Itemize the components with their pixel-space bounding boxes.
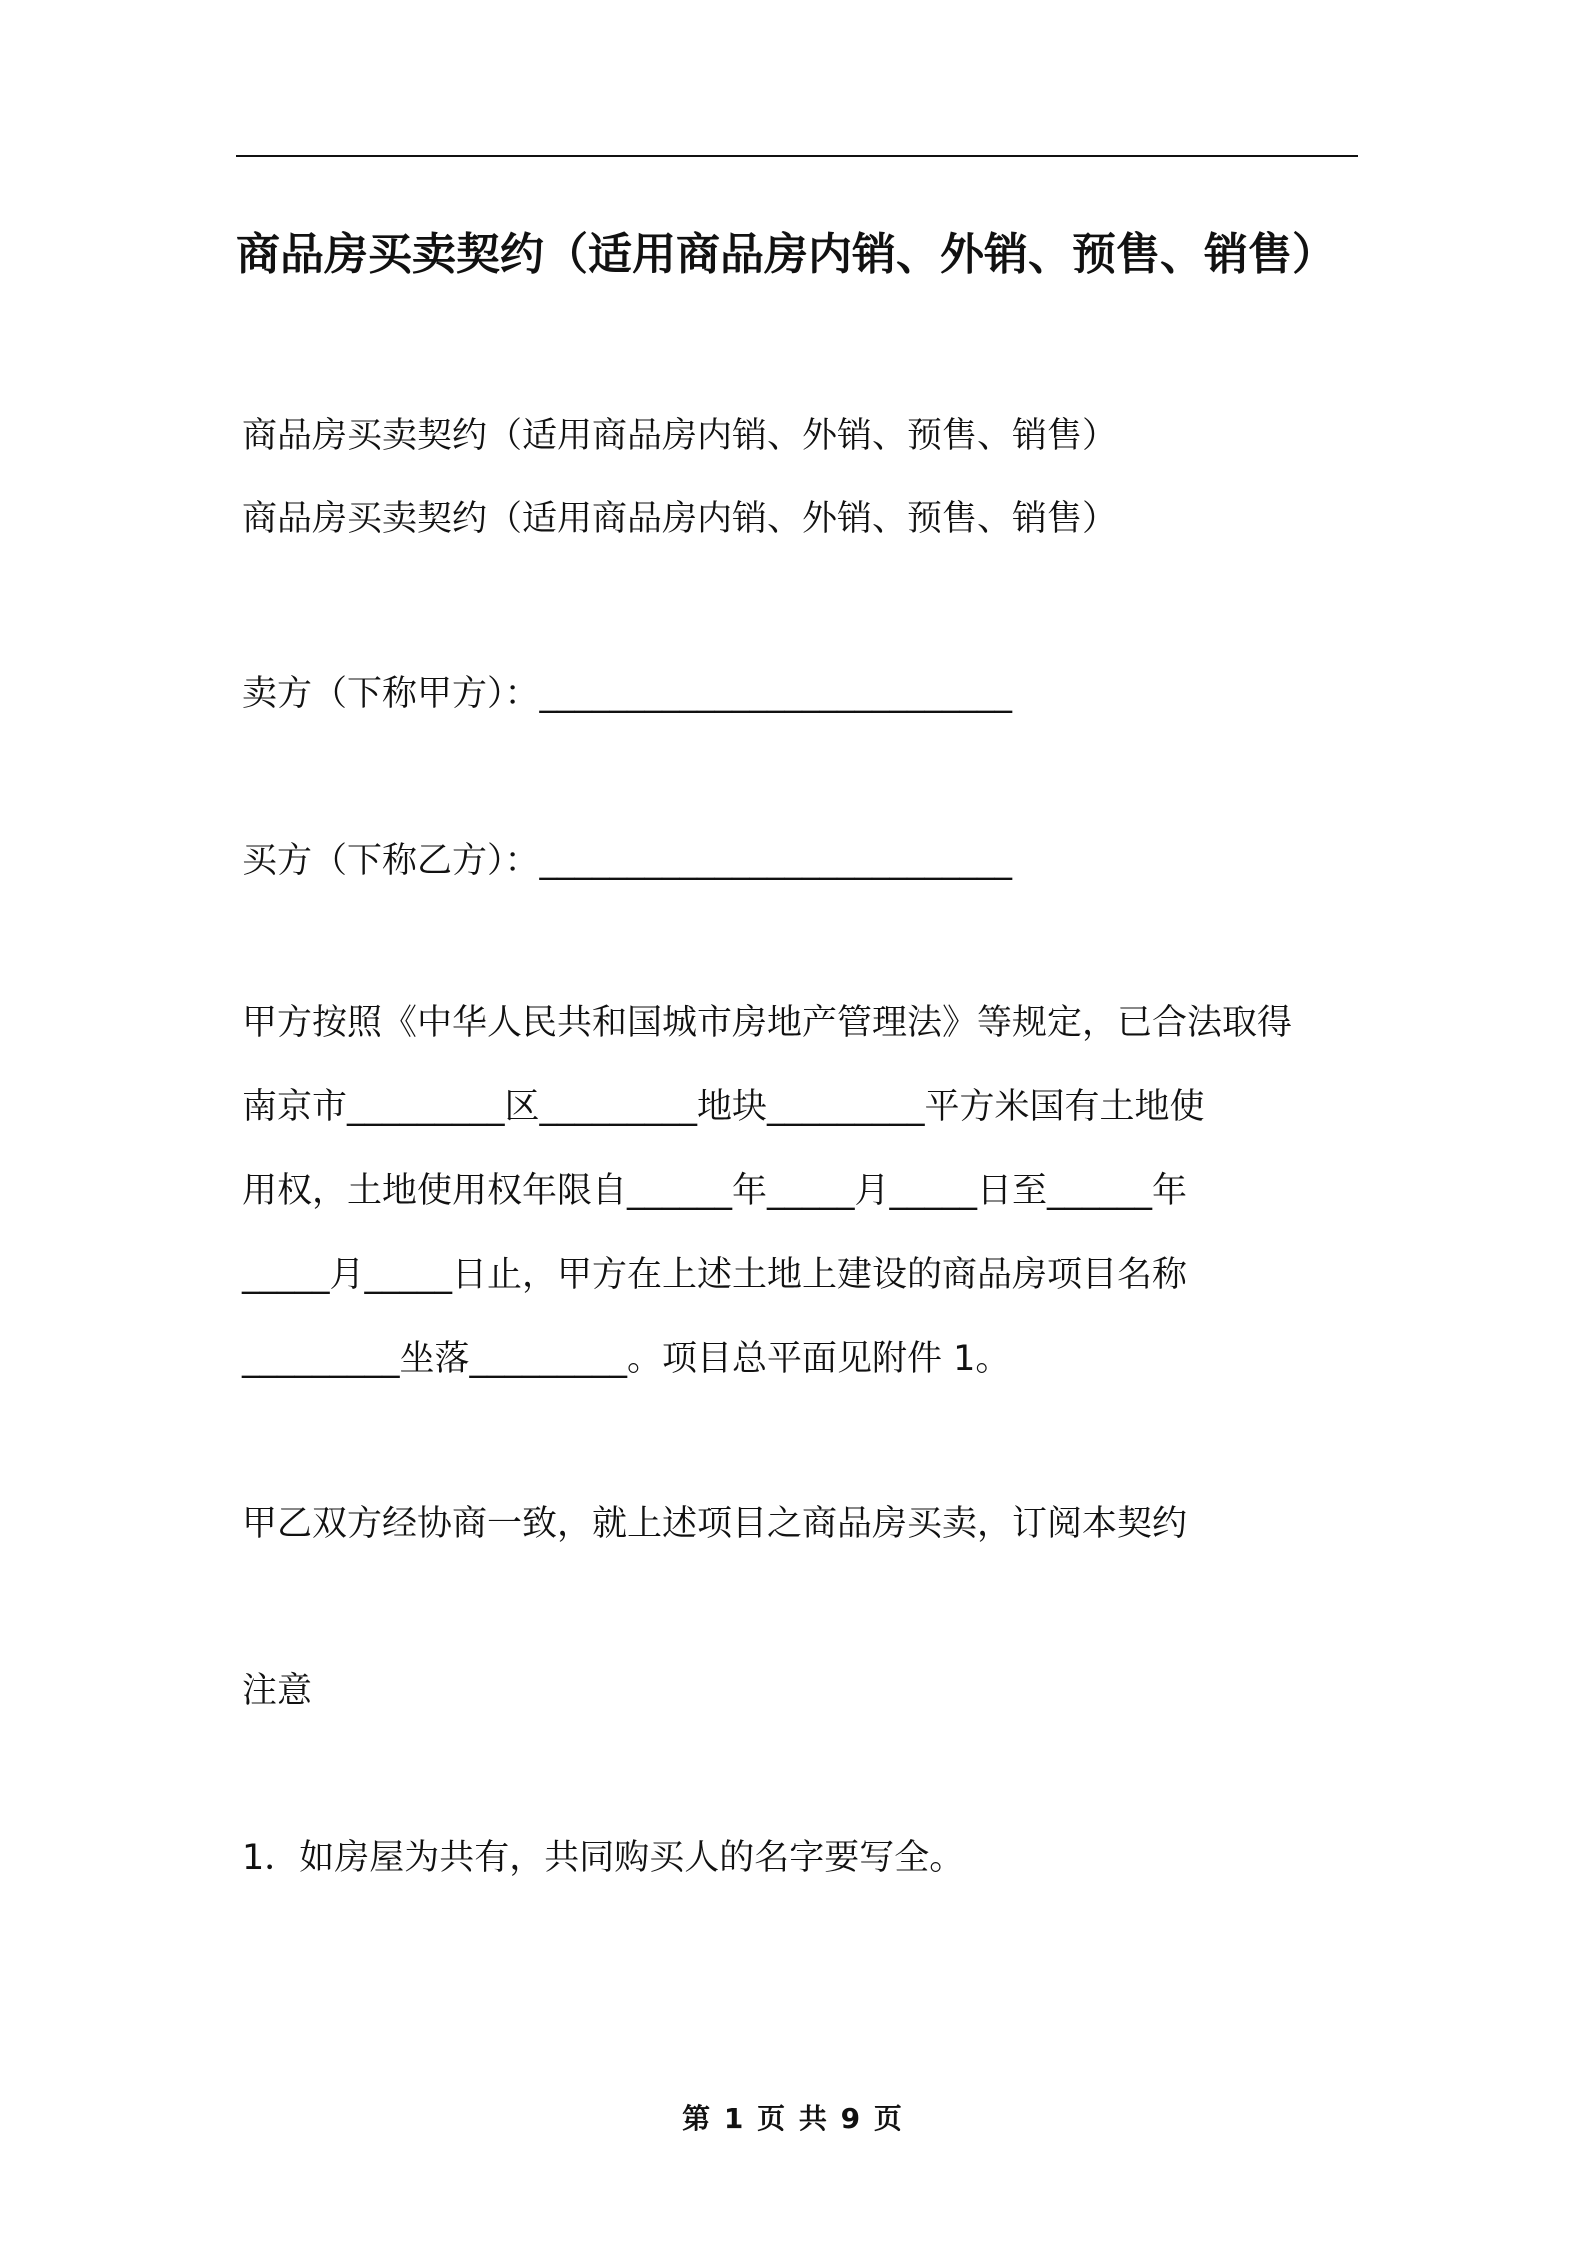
header-rule	[236, 155, 1358, 157]
document-title: 商品房买卖契约（适用商品房内销、外销、预售、销售）	[236, 229, 1336, 280]
subtitle-line-2: 商品房买卖契约（适用商品房内销、外销、预售、销售）	[242, 499, 1118, 539]
paragraph-line-3: 用权，土地使用权年限自______年_____月_____日至______年	[242, 1171, 1188, 1211]
agreement-line: 甲乙双方经协商一致，就上述项目之商品房买卖，订阅本契约	[242, 1504, 1188, 1544]
page-footer: 第 1 页 共 9 页	[682, 2102, 904, 2135]
note-item-1: 1．如房屋为共有，共同购买人的名字要写全。	[242, 1838, 965, 1878]
seller-line: 卖方（下称甲方）：___________________________	[242, 674, 1013, 714]
paragraph-line-4: _____月_____日止，甲方在上述土地上建设的商品房项目名称	[242, 1255, 1188, 1295]
paragraph-line-2: 南京市_________区_________地块_________平方米国有土地使	[242, 1087, 1205, 1127]
paragraph-line-1: 甲方按照《中华人民共和国城市房地产管理法》等规定，已合法取得	[242, 1003, 1293, 1043]
paragraph-line-5: _________坐落_________。项目总平面见附件 1。	[242, 1339, 1011, 1379]
buyer-line: 买方（下称乙方）：___________________________	[242, 841, 1013, 881]
note-heading: 注意	[242, 1671, 313, 1711]
subtitle-line-1: 商品房买卖契约（适用商品房内销、外销、预售、销售）	[242, 416, 1118, 456]
